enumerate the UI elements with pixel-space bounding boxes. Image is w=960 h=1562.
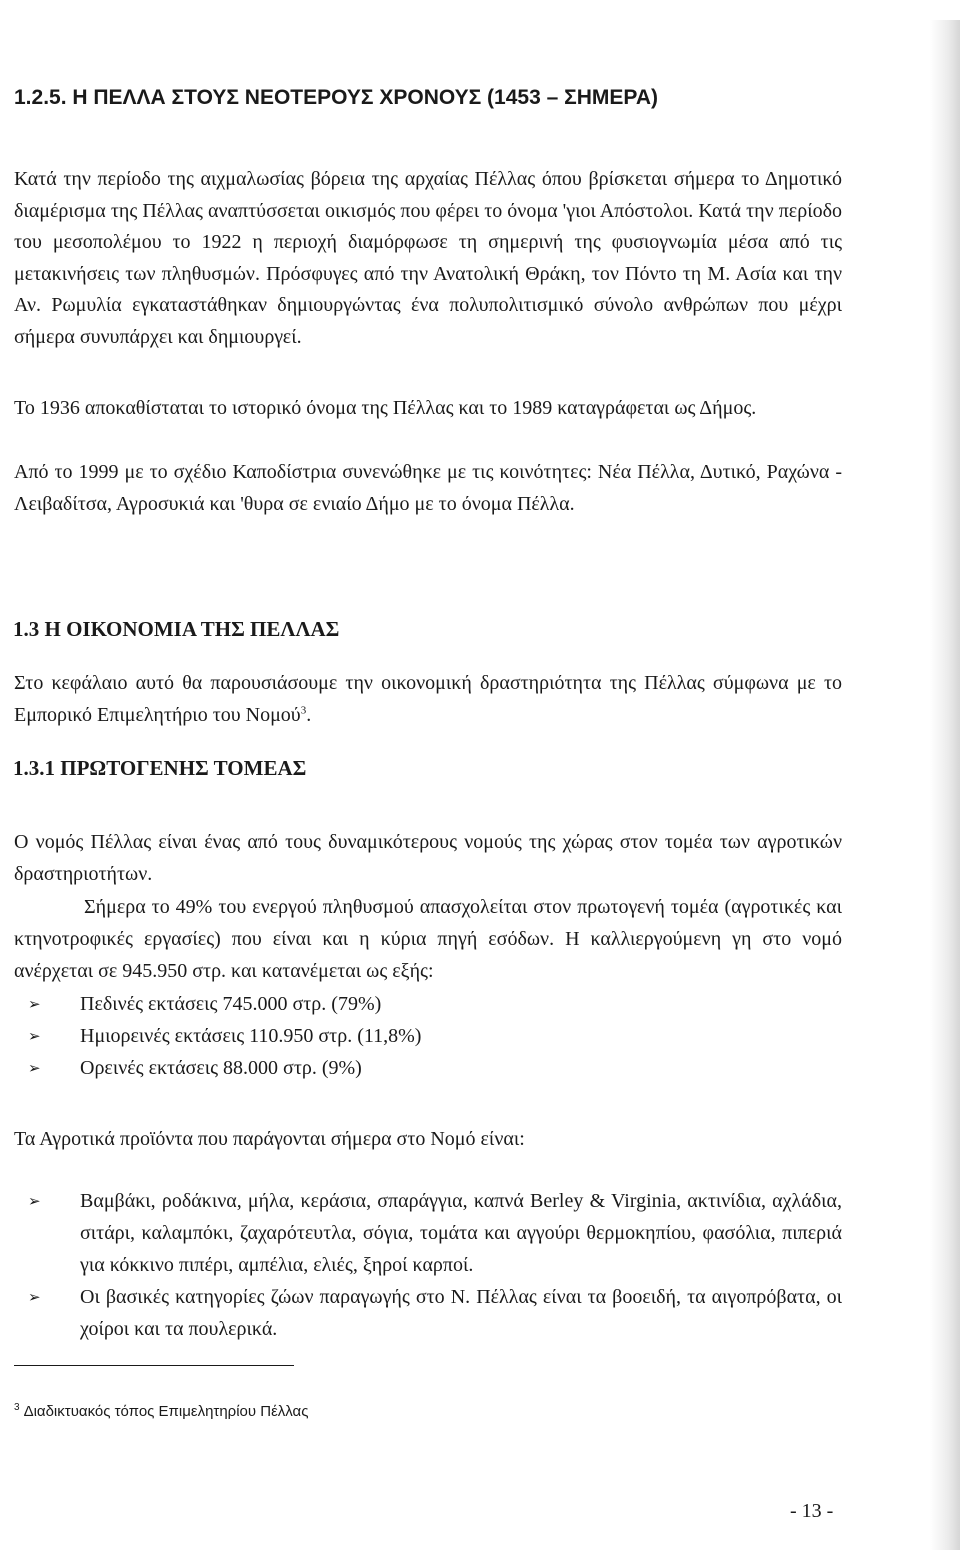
list-item-text: Ημιορεινές εκτάσεις 110.950 στρ. (11,8%) [80, 1025, 422, 1047]
list-item-text: Οι βασικές κατηγορίες ζώων παραγωγής στο Ν. Πέλλας είναι τα βοοειδή, τα αιγοπρόβατα, οι χοίροι και τα πουλερικά. [80, 1286, 842, 1340]
paragraph-captivity-period: Κατά την περίοδο της αιχμαλωσίας βόρεια της αρχαίας Πέλλας όπου βρίσκεται σήμερα το Δημοτικό διαμέρισμα της Πέλλας αναπτύσσεται οικισμός που φέρει το όνομα 'γιοι Απόστολοι. Κατά την περίοδο του μεσοπολέμου το 1922 η περιοχή διαμόρφωσε τη σημερινή της φυσιογνωμία μέσα από τις μετακινήσεις των πληθυσμών. Πρόσφυγες από την Ανατολική Θράκη, τον Πόντο τη Μ. Ασία και την Αν. Ρωμυλία εγκαταστάθηκαν δημιουργώντας ένα πολυπολιτισμικό σύνολο ανθρώπων που μέχρι σήμερα συνυπάρχει και δημιουργεί. [14, 168, 842, 348]
section-heading-1-2-5: 1.2.5. Η ΠΕΛΛΑ ΣΤΟΥΣ ΝΕΟΤΕΡΟΥΣ ΧΡΟΝΟΥΣ (1453 – ΣΗΜΕΡΑ) [14, 86, 658, 109]
footnote-text: Διαδικτυακός τόπος Επιμελητηρίου Πέλλας [23, 1403, 309, 1420]
paragraph-products-intro: Τα Αγροτικά προϊόντα που παράγονται σήμερα στο Νομό είναι: [14, 1128, 525, 1150]
paragraph-1936: Το 1936 αποκαθίσταται το ιστορικό όνομα της Πέλλας και το 1989 καταγράφεται ως Δήμος. [14, 397, 757, 419]
arrow-bullet-icon: ➢ [28, 1059, 41, 1077]
page-number: - 13 - [790, 1500, 834, 1522]
footnote [14, 1403, 308, 1420]
arrow-bullet-icon: ➢ [28, 1192, 41, 1210]
list-item [28, 1020, 842, 1052]
arrow-bullet-icon: ➢ [28, 1027, 41, 1045]
footnote-mark: 3 [14, 1402, 20, 1413]
list-item [28, 1052, 842, 1084]
products-list [28, 1185, 842, 1345]
employment-text: Σήμερα το 49% του ενεργού πληθυσμού απασχολείται στον πρωτογενή τομέα (αγροτικές και κτηνοτροφικές εργασίες) που είναι και η κύρια πηγή εσόδων. Η καλλιεργούμενη γη στο νομό ανέρχεται σε 945.950 στρ. και κατανέμεται ως εξής: [14, 896, 842, 982]
list-item-text: Ορεινές εκτάσεις 88.000 στρ. (9%) [80, 1057, 362, 1079]
chapter-intro-period: . [306, 704, 312, 726]
paragraph-chapter-intro [14, 667, 842, 731]
land-distribution-list [28, 988, 842, 1084]
paragraph-employment [14, 891, 842, 987]
arrow-bullet-icon: ➢ [28, 1288, 41, 1306]
list-item-text: Πεδινές εκτάσεις 745.000 στρ. (79%) [80, 993, 382, 1015]
page-edge-shadow [930, 20, 960, 1550]
paragraph-1999: Από το 1999 με το σχέδιο Καποδίστρια συνενώθηκε με τις κοινότητες: Νέα Πέλλα, Δυτικό, Ραχώνα - Λειβαδίτσα, Αγροσυκιά και 'θυρα σε ενιαίο Δήμο με το όνομα Πέλλα. [14, 461, 842, 515]
footnote-reference: 3 [300, 704, 307, 717]
list-item [28, 1185, 842, 1281]
section-heading-1-3-1: 1.3.1 ΠΡΩΤΟΓΕΝΗΣ ΤΟΜΕΑΣ [13, 756, 307, 780]
chapter-intro-text: Στο κεφάλαιο αυτό θα παρουσιάσουμε την οικονομική δραστηριότητα της Πέλλας σύμφωνα με το Εμπορικό Επιμελητήριο του Νομού [14, 672, 842, 726]
paragraph-dynamic-prefecture: Ο νομός Πέλλας είναι ένας από τους δυναμικότερους νομούς της χώρας στον τομέα των αγροτικών δραστηριοτήτων. [14, 831, 842, 885]
section-heading-1-3: 1.3 Η ΟΙΚΟΝΟΜΙΑ ΤΗΣ ΠΕΛΛΑΣ [13, 617, 340, 641]
arrow-bullet-icon: ➢ [28, 995, 41, 1013]
list-item [28, 988, 842, 1020]
list-item-text: Βαμβάκι, ροδάκινα, μήλα, κεράσια, σπαράγγια, καπνά Berley & Virginia, ακτινίδια, αχλάδια, σιτάρι, καλαμπόκι, ζαχαρότευτλα, σόγια, τομάτα και αγγούρι θερμοκηπίου, φασόλια, πιπεριά για κόκκινο πιπέρι, αμπέλια, ελιές, ξηροί καρποί. [80, 1190, 842, 1276]
list-item [28, 1281, 842, 1345]
footnote-separator [14, 1365, 294, 1366]
